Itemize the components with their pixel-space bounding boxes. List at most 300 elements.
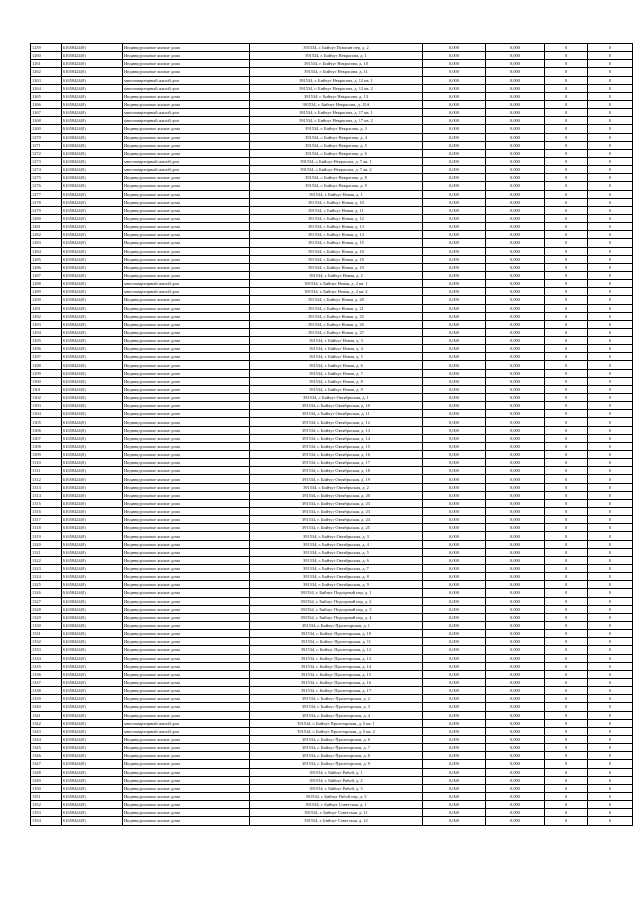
building-type-cell: Индивидуальные жилые дома [123,573,250,581]
value1-cell: 0,000 [423,410,486,418]
address-cell: 391534, г. Бийчуг Некрасова, д. 6 [250,149,423,157]
address-cell: 391534, г. Бийчуг Новая, д. 14 [250,231,423,239]
value2-cell: 0,000 [486,312,545,320]
value2-cell: 0,000 [486,768,545,776]
table-body [31,44,633,826]
value4-cell: 0 [588,581,633,589]
row-number-cell: 1298 [31,361,62,369]
building-type-cell: Индивидуальные жилые дома [123,68,250,76]
address-cell: 391534, г. Бийчуг Подгорный пер, д. 2 [250,597,423,605]
value1-cell: 0,000 [423,68,486,76]
building-type-cell: Индивидуальные жилые дома [123,44,250,52]
value1-cell: 0,000 [423,296,486,304]
address-cell: 391534, г. Бийчуг Некрасова, д. 12 кв. 1 [250,76,423,84]
code-cell: 61658424(0) [62,337,123,345]
value4-cell: 0 [588,605,633,613]
value2-cell: 0,000 [486,638,545,646]
value3-cell: 0 [545,442,588,450]
value3-cell: 0 [545,719,588,727]
value1-cell: 0,000 [423,361,486,369]
row-number-cell: 1336 [31,670,62,678]
building-type-cell: Индивидуальные жилые дома [123,565,250,573]
table-row [31,801,633,809]
value3-cell: 0 [545,182,588,190]
value4-cell: 0 [588,524,633,532]
value1-cell: 0,000 [423,695,486,703]
table-row [31,296,633,304]
building-type-cell: многоквартирный жилой дом [123,76,250,84]
value1-cell: 0,000 [423,768,486,776]
building-type-cell: Индивидуальные жилые дома [123,263,250,271]
code-cell: 61658424(0) [62,467,123,475]
row-number-cell: 1317 [31,516,62,524]
row-number-cell: 1303 [31,402,62,410]
code-cell: 61658424(0) [62,776,123,784]
value4-cell: 0 [588,809,633,817]
address-cell: 391534, г. Бийчуг Советская, д. 12 [250,817,423,825]
table-row [31,223,633,231]
value2-cell: 0,000 [486,727,545,735]
building-type-cell: Индивидуальные жилые дома [123,792,250,800]
building-type-cell: Индивидуальные жилые дома [123,337,250,345]
address-cell: 391534, г. Бийчуг Октябрьская, д. 1 [250,394,423,402]
value3-cell: 0 [545,206,588,214]
address-cell: 391534, г. Бийчуг Октябрьская, д. 19 [250,475,423,483]
address-cell: 391534, г. Бийчуг Советская, д. 11 [250,809,423,817]
row-number-cell: 1309 [31,451,62,459]
value4-cell: 0 [588,459,633,467]
value4-cell: 0 [588,613,633,621]
code-cell: 61658424(0) [62,711,123,719]
row-number-cell: 1354 [31,817,62,825]
value1-cell: 0,000 [423,353,486,361]
building-type-cell: Индивидуальные жилые дома [123,149,250,157]
value4-cell: 0 [588,157,633,165]
value2-cell: 0,000 [486,149,545,157]
value4-cell: 0 [588,768,633,776]
value3-cell: 0 [545,613,588,621]
value1-cell: 0,000 [423,565,486,573]
value2-cell: 0,000 [486,182,545,190]
building-type-cell: Индивидуальные жилые дома [123,646,250,654]
code-cell: 61658424(0) [62,646,123,654]
building-type-cell: Индивидуальные жилые дома [123,459,250,467]
value1-cell: 0,000 [423,109,486,117]
building-type-cell: Индивидуальные жилые дома [123,312,250,320]
value2-cell: 0,000 [486,337,545,345]
value3-cell: 0 [545,402,588,410]
address-cell: 391534, г. Бийчуг Октябрьская, д. 18 [250,467,423,475]
value2-cell: 0,000 [486,695,545,703]
row-number-cell: 1335 [31,662,62,670]
value3-cell: 0 [545,801,588,809]
row-number-cell: 1324 [31,573,62,581]
value3-cell: 0 [545,475,588,483]
value2-cell: 0,000 [486,573,545,581]
building-type-cell: Индивидуальные жилые дома [123,402,250,410]
building-type-cell: Индивидуальные жилые дома [123,801,250,809]
table-row [31,654,633,662]
value4-cell: 0 [588,451,633,459]
table-row [31,678,633,686]
value2-cell: 0,000 [486,320,545,328]
value1-cell: 0,000 [423,247,486,255]
value2-cell: 0,000 [486,239,545,247]
value1-cell: 0,000 [423,312,486,320]
table-row [31,337,633,345]
row-number-cell: 1293 [31,320,62,328]
code-cell: 61658424(0) [62,573,123,581]
code-cell: 61658424(0) [62,735,123,743]
value1-cell: 0,000 [423,809,486,817]
value1-cell: 0,000 [423,556,486,564]
building-type-cell: Индивидуальные жилые дома [123,239,250,247]
value3-cell: 0 [545,133,588,141]
code-cell: 61658424(0) [62,524,123,532]
address-cell: 391534, г. Бийчуг Октябрьская, д. 15 [250,442,423,450]
table-row [31,288,633,296]
value1-cell: 0,000 [423,231,486,239]
table-row [31,320,633,328]
address-cell: 391534, г. Бийчуг Новая, д. 26 [250,320,423,328]
address-cell: 391534, г. Бийчуг Новая, д. 2 [250,271,423,279]
value4-cell: 0 [588,565,633,573]
building-type-cell: многоквартирный жилой дом [123,157,250,165]
row-number-cell: 1269 [31,125,62,133]
value2-cell: 0,000 [486,548,545,556]
table-row [31,581,633,589]
row-number-cell: 1325 [31,581,62,589]
value2-cell: 0,000 [486,719,545,727]
table-row [31,280,633,288]
code-cell: 61658424(0) [62,784,123,792]
address-cell: 391534, г. Бийчуг Пролетарская, д. 13 [250,654,423,662]
value1-cell: 0,000 [423,727,486,735]
code-cell: 61658424(0) [62,670,123,678]
value4-cell: 0 [588,801,633,809]
value3-cell: 0 [545,516,588,524]
value1-cell: 0,000 [423,784,486,792]
row-number-cell: 1272 [31,149,62,157]
address-cell: 391534, г. Бийчуг Новая, д. 27 [250,328,423,336]
row-number-cell: 1263 [31,76,62,84]
table-row [31,76,633,84]
value3-cell: 0 [545,589,588,597]
value3-cell: 0 [545,76,588,84]
value3-cell: 0 [545,654,588,662]
code-cell: 61658424(0) [62,499,123,507]
value2-cell: 0,000 [486,426,545,434]
address-cell: 391534, г. Бийчуг Некрасова, д. 3 [250,125,423,133]
value2-cell: 0,000 [486,369,545,377]
code-cell: 61658424(0) [62,149,123,157]
row-number-cell: 1348 [31,768,62,776]
table-row [31,532,633,540]
building-type-cell: Индивидуальные жилые дома [123,540,250,548]
code-cell: 61658424(0) [62,695,123,703]
address-cell: 391534, г. Бийчуг Пролетарская, д. 4 [250,711,423,719]
value2-cell: 0,000 [486,792,545,800]
value2-cell: 0,000 [486,687,545,695]
row-number-cell: 1318 [31,524,62,532]
building-type-cell: Индивидуальные жилые дома [123,809,250,817]
value2-cell: 0,000 [486,206,545,214]
value2-cell: 0,000 [486,760,545,768]
address-cell: 391534, г. Бийчуг Октябрьская, д. 5 [250,548,423,556]
address-cell: 391534, г. Бийчуг Рябой, д. 1 [250,768,423,776]
value2-cell: 0,000 [486,60,545,68]
address-cell: 391534, г. Бийчуг Подгорный пер, д. 3 [250,605,423,613]
row-number-cell: 1292 [31,312,62,320]
row-number-cell: 1340 [31,703,62,711]
table-row [31,442,633,450]
value2-cell: 0,000 [486,483,545,491]
value1-cell: 0,000 [423,434,486,442]
building-type-cell: Индивидуальные жилые дома [123,198,250,206]
address-cell: 391534, г. Бийчуг Некрасова, д. 17 кв. 2 [250,117,423,125]
value4-cell: 0 [588,418,633,426]
value2-cell: 0,000 [486,377,545,385]
value4-cell: 0 [588,516,633,524]
value1-cell: 0,000 [423,385,486,393]
value3-cell: 0 [545,638,588,646]
value2-cell: 0,000 [486,434,545,442]
row-number-cell: 1290 [31,296,62,304]
building-type-cell: Индивидуальные жилые дома [123,394,250,402]
value3-cell: 0 [545,491,588,499]
value3-cell: 0 [545,337,588,345]
table-row [31,60,633,68]
building-type-cell: Индивидуальные жилые дома [123,467,250,475]
value3-cell: 0 [545,312,588,320]
value4-cell: 0 [588,190,633,198]
address-cell: 391534, г. Бийчуг Новая, д. 2 кв. 2 [250,288,423,296]
value4-cell: 0 [588,353,633,361]
value1-cell: 0,000 [423,711,486,719]
value1-cell: 0,000 [423,394,486,402]
row-number-cell: 1288 [31,280,62,288]
table-row [31,809,633,817]
value2-cell: 0,000 [486,801,545,809]
value4-cell: 0 [588,426,633,434]
table-row [31,524,633,532]
code-cell: 61658424(0) [62,182,123,190]
value3-cell: 0 [545,451,588,459]
address-cell: 391534, г. Бийчуг Подгорный пер, д. 4 [250,613,423,621]
value3-cell: 0 [545,817,588,825]
value3-cell: 0 [545,125,588,133]
address-cell: 391534, г. Бийчуг Некрасова, д. 7 кв. 1 [250,157,423,165]
code-cell: 61658424(0) [62,263,123,271]
code-cell: 61658424(0) [62,369,123,377]
value3-cell: 0 [545,214,588,222]
value2-cell: 0,000 [486,117,545,125]
value2-cell: 0,000 [486,271,545,279]
building-type-cell: Индивидуальные жилые дома [123,418,250,426]
code-cell: 61658424(0) [62,540,123,548]
code-cell: 61658424(0) [62,76,123,84]
value2-cell: 0,000 [486,670,545,678]
address-cell: 391534, г. Бийчуг Октябрьская, д. 13 [250,426,423,434]
table-row [31,556,633,564]
code-cell: 61658424(0) [62,548,123,556]
value4-cell: 0 [588,784,633,792]
value1-cell: 0,000 [423,752,486,760]
row-number-cell: 1279 [31,206,62,214]
building-type-cell: Индивидуальные жилые дома [123,735,250,743]
value2-cell: 0,000 [486,556,545,564]
table-row [31,149,633,157]
value2-cell: 0,000 [486,68,545,76]
table-row [31,385,633,393]
value4-cell: 0 [588,263,633,271]
value4-cell: 0 [588,369,633,377]
code-cell: 61658424(0) [62,809,123,817]
value4-cell: 0 [588,385,633,393]
value4-cell: 0 [588,377,633,385]
table-row [31,573,633,581]
code-cell: 61658424(0) [62,328,123,336]
address-cell: 391534, г. Бийчуг Подгорный пер, д. 1 [250,589,423,597]
building-type-cell: Индивидуальные жилые дома [123,744,250,752]
value4-cell: 0 [588,597,633,605]
building-type-cell: Индивидуальные жилые дома [123,654,250,662]
row-number-cell: 1273 [31,157,62,165]
row-number-cell: 1284 [31,247,62,255]
table-row [31,613,633,621]
address-cell: 391534, г. Бийчуг Октябрьская, д. 12 [250,418,423,426]
table-row [31,402,633,410]
value1-cell: 0,000 [423,540,486,548]
building-type-cell: Индивидуальные жилые дома [123,320,250,328]
value4-cell: 0 [588,556,633,564]
value1-cell: 0,000 [423,402,486,410]
table-row [31,467,633,475]
address-cell: 391534, г. Бийчуг Пролетарская, д. 2 [250,695,423,703]
address-cell: 391534, г. Бийчуг Новая, д. 1 [250,190,423,198]
building-type-cell: Индивидуальные жилые дома [123,206,250,214]
value3-cell: 0 [545,752,588,760]
code-cell: 61658424(0) [62,442,123,450]
table-row [31,52,633,60]
value4-cell: 0 [588,630,633,638]
row-number-cell: 1308 [31,442,62,450]
value1-cell: 0,000 [423,304,486,312]
value1-cell: 0,000 [423,92,486,100]
value3-cell: 0 [545,809,588,817]
value2-cell: 0,000 [486,296,545,304]
row-number-cell: 1302 [31,394,62,402]
value4-cell: 0 [588,719,633,727]
value3-cell: 0 [545,508,588,516]
value2-cell: 0,000 [486,735,545,743]
value4-cell: 0 [588,44,633,52]
address-cell: 391534, г. Бийчуг Новая, д. 5 [250,353,423,361]
row-number-cell: 1314 [31,491,62,499]
code-cell: 61658424(0) [62,288,123,296]
address-cell: 391534, г. Бийчуг Пролетарская, д. 3 [250,703,423,711]
building-type-cell: Индивидуальные жилые дома [123,532,250,540]
address-cell: 391534, г. Бийчуг Пролетарская, д. 15 [250,670,423,678]
building-type-cell: Индивидуальные жилые дома [123,271,250,279]
code-cell: 61658424(0) [62,605,123,613]
building-type-cell: Индивидуальные жилые дома [123,410,250,418]
value1-cell: 0,000 [423,548,486,556]
table-row [31,483,633,491]
value4-cell: 0 [588,84,633,92]
value2-cell: 0,000 [486,410,545,418]
row-number-cell: 1294 [31,328,62,336]
table-row [31,491,633,499]
building-type-cell: многоквартирный жилой дом [123,166,250,174]
value3-cell: 0 [545,320,588,328]
value2-cell: 0,000 [486,532,545,540]
row-number-cell: 1260 [31,52,62,60]
value4-cell: 0 [588,52,633,60]
table-row [31,776,633,784]
row-number-cell: 1299 [31,369,62,377]
row-number-cell: 1330 [31,621,62,629]
code-cell: 61658424(0) [62,385,123,393]
building-type-cell: Индивидуальные жилые дома [123,451,250,459]
value1-cell: 0,000 [423,345,486,353]
table-row [31,231,633,239]
value4-cell: 0 [588,508,633,516]
address-cell: 391534, г. Бийчуг Новая, д. 25 [250,312,423,320]
building-type-cell: Индивидуальные жилые дома [123,434,250,442]
value4-cell: 0 [588,817,633,825]
code-cell: 61658424(0) [62,312,123,320]
value2-cell: 0,000 [486,508,545,516]
value2-cell: 0,000 [486,166,545,174]
table-row [31,735,633,743]
code-cell: 61658424(0) [62,84,123,92]
value3-cell: 0 [545,727,588,735]
row-number-cell: 1296 [31,345,62,353]
value1-cell: 0,000 [423,532,486,540]
building-type-cell: многоквартирный жилой дом [123,117,250,125]
value4-cell: 0 [588,687,633,695]
building-type-cell: Индивидуальные жилые дома [123,589,250,597]
table-row [31,621,633,629]
address-cell: 391534, г. Бийчуг Октябрьская, д. 2 [250,483,423,491]
row-number-cell: 1297 [31,353,62,361]
value2-cell: 0,000 [486,442,545,450]
building-type-cell: Индивидуальные жилые дома [123,475,250,483]
building-type-cell: Индивидуальные жилые дома [123,52,250,60]
value4-cell: 0 [588,223,633,231]
address-cell: 391534, г. Бийчуг Пролетарская, д. 8 [250,752,423,760]
address-cell: 391534, г. Бийчуг Некрасова, д. 1 [250,52,423,60]
value1-cell: 0,000 [423,369,486,377]
address-cell: 391534, г. Бийчуг Новая, д. 13 [250,223,423,231]
value2-cell: 0,000 [486,499,545,507]
row-number-cell: 1315 [31,499,62,507]
address-cell: 391534, г. Бийчуг Новая, д. 16 [250,247,423,255]
value3-cell: 0 [545,52,588,60]
row-number-cell: 1301 [31,385,62,393]
table-row [31,459,633,467]
address-cell: 391534, г. Бийчуг Новая, д. 6 [250,361,423,369]
value1-cell: 0,000 [423,157,486,165]
row-number-cell: 1346 [31,752,62,760]
building-type-cell: Индивидуальные жилые дома [123,231,250,239]
code-cell: 61658424(0) [62,377,123,385]
value2-cell: 0,000 [486,581,545,589]
address-cell: 391534, г. Бийчуг Октябрьская, д. 11 [250,410,423,418]
row-number-cell: 1276 [31,182,62,190]
address-cell: 391534, г. Бийчуг Октябрьская, д. 24 [250,516,423,524]
